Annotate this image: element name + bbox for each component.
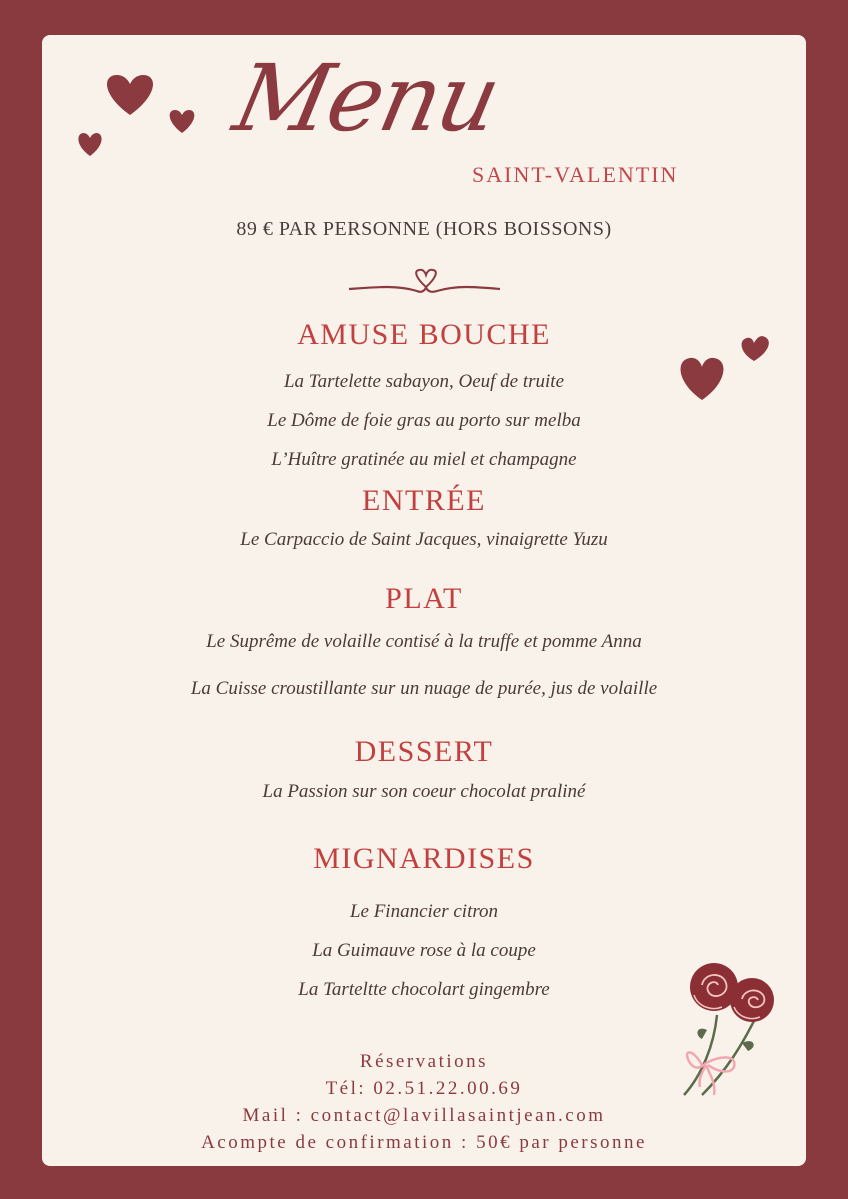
heart-icon xyxy=(78,133,101,156)
hearts-top-left-icon xyxy=(72,70,202,160)
menu-item: La Tartelette sabayon, Oeuf de truite xyxy=(283,371,565,392)
menu-item: La Passion sur son coeur chocolat praliné xyxy=(262,781,586,802)
menu-item: Le Suprême de volaille contisé à la truffe et pomme Anna xyxy=(206,631,642,652)
menu-item: Le Carpaccio de Saint Jacques, vinaigrette Yuzu xyxy=(240,529,608,550)
heart-icon xyxy=(170,110,195,133)
section-title-dessert: DESSERT xyxy=(354,735,494,768)
menu-item: Le Dôme de foie gras au porto sur melba xyxy=(267,410,581,431)
email-text[interactable]: Mail : contact@lavillasaintjean.com xyxy=(242,1105,606,1126)
phone-text[interactable]: Tél: 02.51.22.00.69 xyxy=(325,1078,523,1099)
section-title-mignardises: MIGNARDISES xyxy=(313,842,535,875)
section-title-amuse-bouche: AMUSE BOUCHE xyxy=(297,318,551,351)
reservations-label: Réservations xyxy=(359,1051,489,1072)
heart-divider-icon xyxy=(347,267,502,297)
menu-item: L’Huître gratinée au miel et champagne xyxy=(271,449,577,470)
price-line: 89 € PAR PERSONNE (HORS BOISSONS) xyxy=(236,218,612,240)
menu-item: La Guimauve rose à la coupe xyxy=(312,940,536,961)
menu-card xyxy=(42,35,806,1166)
menu-title: Menu xyxy=(225,45,508,152)
menu-item: Le Financier citron xyxy=(349,901,499,922)
section-title-plat: PLAT xyxy=(385,582,463,615)
deposit-text: Acompte de confirmation : 50€ par personne xyxy=(201,1132,647,1153)
section-title-entree: ENTRÉE xyxy=(362,484,486,517)
menu-item: La Tarteltte chocolart gingembre xyxy=(298,979,550,1000)
heart-icon xyxy=(107,75,153,115)
menu-item: La Cuisse croustillante sur un nuage de purée, jus de volaille xyxy=(190,678,658,699)
menu-subtitle: SAINT-VALENTIN xyxy=(472,162,679,187)
